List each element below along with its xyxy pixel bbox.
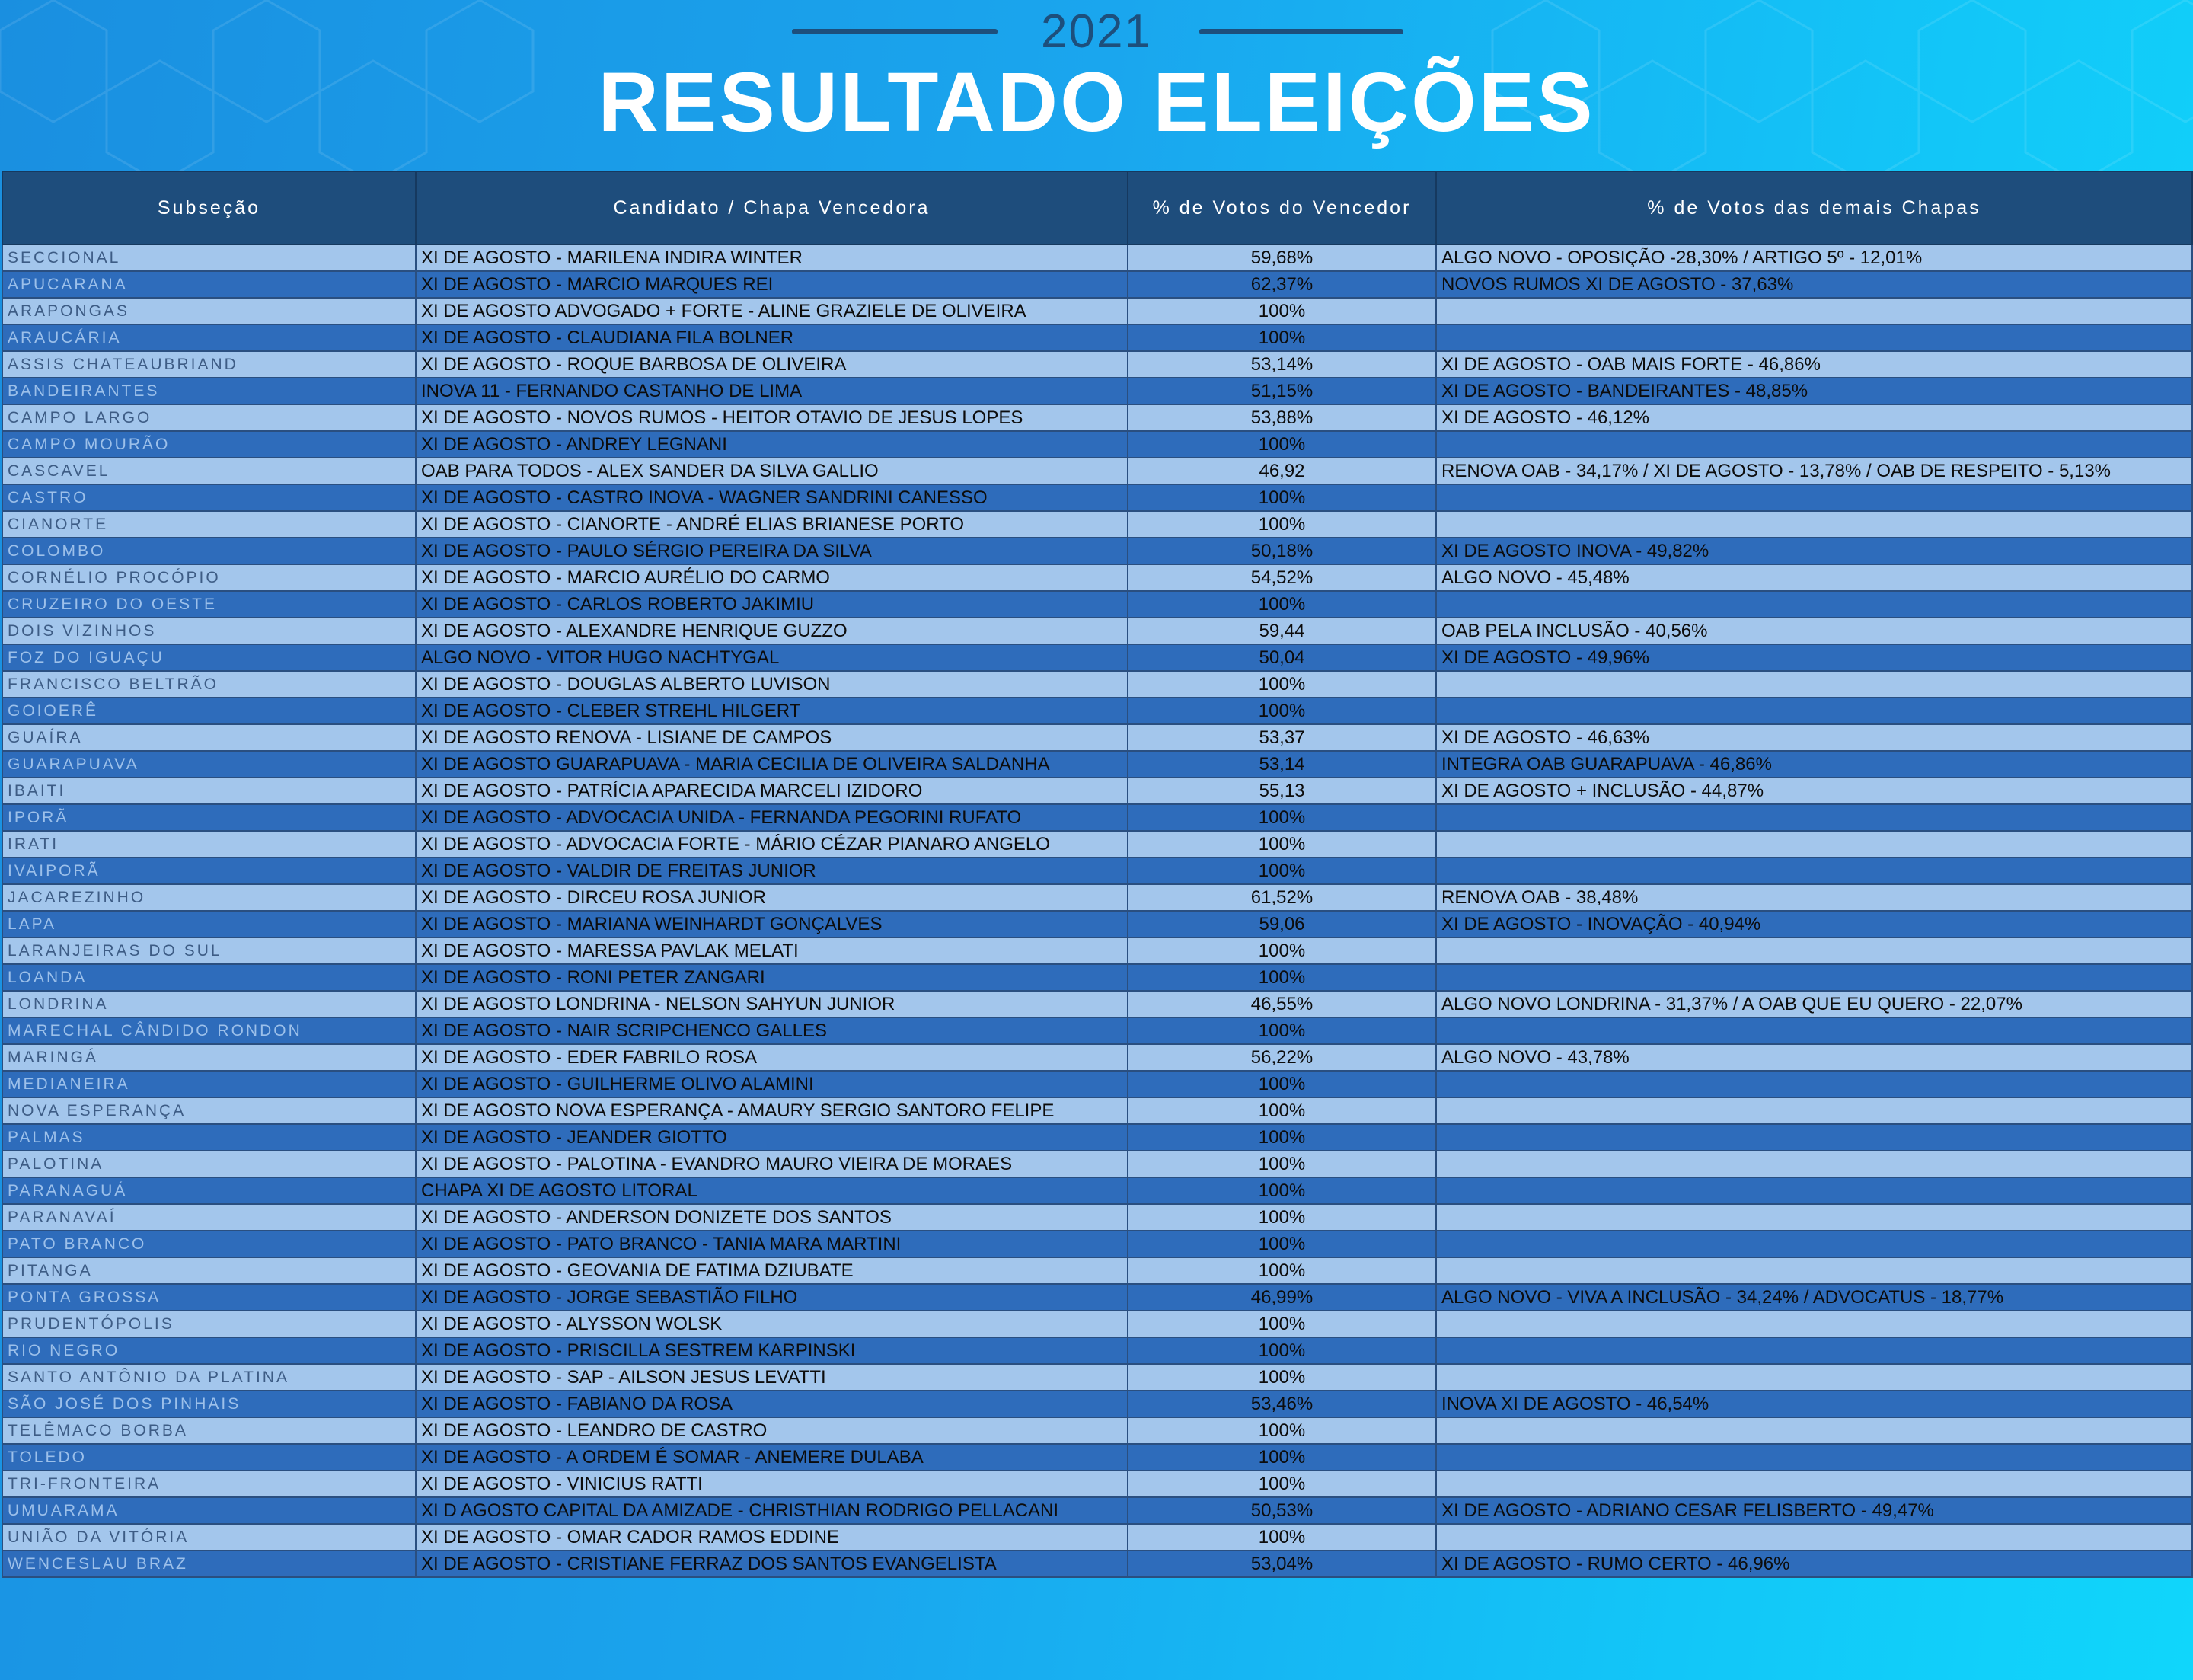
candidato-cell: XI DE AGOSTO - A ORDEM É SOMAR - ANEMERE DULABA [416, 1444, 1128, 1471]
votos-demais-cell: XI DE AGOSTO - INOVAÇÃO - 40,94% [1436, 911, 2192, 937]
votos-demais-cell: INOVA XI DE AGOSTO - 46,54% [1436, 1391, 2192, 1417]
votos-vencedor-cell: 100% [1128, 298, 1436, 324]
votos-demais-cell [1436, 804, 2192, 831]
table-row [2, 1124, 2192, 1151]
table-row [2, 724, 2192, 751]
candidato-cell: XI DE AGOSTO - OMAR CADOR RAMOS EDDINE [416, 1524, 1128, 1551]
candidato-cell: XI DE AGOSTO - LEANDRO DE CASTRO [416, 1417, 1128, 1444]
candidato-cell: XI DE AGOSTO - NAIR SCRIPCHENCO GALLES [416, 1017, 1128, 1044]
votos-demais-cell [1436, 1017, 2192, 1044]
subsecao-cell: MARINGÁ [2, 1044, 416, 1071]
votos-demais-cell [1436, 1417, 2192, 1444]
table-row [2, 351, 2192, 378]
candidato-cell: XI DE AGOSTO - VINICIUS RATTI [416, 1471, 1128, 1497]
votos-vencedor-cell: 62,37% [1128, 271, 1436, 298]
subsecao-cell: CAMPO LARGO [2, 404, 416, 431]
page-title: RESULTADO ELEIÇÕES [598, 56, 1595, 149]
votos-demais-cell [1436, 1071, 2192, 1097]
votos-vencedor-cell: 100% [1128, 1524, 1436, 1551]
votos-demais-cell: ALGO NOVO - 45,48% [1436, 564, 2192, 591]
table-row [2, 1551, 2192, 1577]
votos-vencedor-cell: 100% [1128, 964, 1436, 991]
subsecao-cell: UNIÃO DA VITÓRIA [2, 1524, 416, 1551]
candidato-cell: ALGO NOVO - VITOR HUGO NACHTYGAL [416, 644, 1128, 671]
votos-vencedor-cell: 54,52% [1128, 564, 1436, 591]
votos-vencedor-cell: 100% [1128, 591, 1436, 618]
table-row [2, 1417, 2192, 1444]
votos-demais-cell [1436, 858, 2192, 884]
candidato-cell: XI DE AGOSTO GUARAPUAVA - MARIA CECILIA DE OLIVEIRA SALDANHA [416, 751, 1128, 778]
subsecao-cell: TRI-FRONTEIRA [2, 1471, 416, 1497]
votos-vencedor-cell: 53,37 [1128, 724, 1436, 751]
table-row [2, 1364, 2192, 1391]
votos-demais-cell [1436, 431, 2192, 458]
candidato-cell: XI DE AGOSTO - VALDIR DE FREITAS JUNIOR [416, 858, 1128, 884]
table-row [2, 991, 2192, 1017]
votos-demais-cell [1436, 698, 2192, 724]
candidato-cell: OAB PARA TODOS - ALEX SANDER DA SILVA GALLIO [416, 458, 1128, 484]
votos-vencedor-cell: 100% [1128, 1364, 1436, 1391]
votos-demais-cell: XI DE AGOSTO - 46,12% [1436, 404, 2192, 431]
table-row [2, 804, 2192, 831]
votos-demais-cell [1436, 1151, 2192, 1177]
year-label: 2021 [1041, 5, 1152, 58]
subsecao-cell: CRUZEIRO DO OESTE [2, 591, 416, 618]
table-row [2, 324, 2192, 351]
subsecao-cell: LARANJEIRAS DO SUL [2, 937, 416, 964]
subsecao-cell: TOLEDO [2, 1444, 416, 1471]
column-header-votos-vencedor: % de Votos do Vencedor [1128, 171, 1436, 244]
subsecao-cell: LAPA [2, 911, 416, 937]
votos-demais-cell: ALGO NOVO - 43,78% [1436, 1044, 2192, 1071]
votos-demais-cell [1436, 1337, 2192, 1364]
subsecao-cell: CASCAVEL [2, 458, 416, 484]
votos-demais-cell: XI DE AGOSTO - 46,63% [1436, 724, 2192, 751]
candidato-cell: XI DE AGOSTO - ALEXANDRE HENRIQUE GUZZO [416, 618, 1128, 644]
votos-vencedor-cell: 100% [1128, 858, 1436, 884]
subsecao-cell: DOIS VIZINHOS [2, 618, 416, 644]
candidato-cell: XI DE AGOSTO - SAP - AILSON JESUS LEVATTI [416, 1364, 1128, 1391]
votos-vencedor-cell: 55,13 [1128, 778, 1436, 804]
candidato-cell: XI DE AGOSTO - CASTRO INOVA - WAGNER SANDRINI CANESSO [416, 484, 1128, 511]
votos-vencedor-cell: 100% [1128, 1257, 1436, 1284]
candidato-cell: XI DE AGOSTO - NOVOS RUMOS - HEITOR OTAVIO DE JESUS LOPES [416, 404, 1128, 431]
candidato-cell: XI DE AGOSTO - JEANDER GIOTTO [416, 1124, 1128, 1151]
subsecao-cell: SÃO JOSÉ DOS PINHAIS [2, 1391, 416, 1417]
subsecao-cell: PATO BRANCO [2, 1231, 416, 1257]
votos-vencedor-cell: 53,14 [1128, 751, 1436, 778]
table-row [2, 1231, 2192, 1257]
subsecao-cell: APUCARANA [2, 271, 416, 298]
candidato-cell: XI DE AGOSTO ADVOGADO + FORTE - ALINE GRAZIELE DE OLIVEIRA [416, 298, 1128, 324]
table-row [2, 858, 2192, 884]
votos-demais-cell: RENOVA OAB - 34,17% / XI DE AGOSTO - 13,78% / OAB DE RESPEITO - 5,13% [1436, 458, 2192, 484]
votos-vencedor-cell: 100% [1128, 484, 1436, 511]
table-row [2, 564, 2192, 591]
subsecao-cell: WENCESLAU BRAZ [2, 1551, 416, 1577]
candidato-cell: XI DE AGOSTO - ANDREY LEGNANI [416, 431, 1128, 458]
subsecao-cell: IBAITI [2, 778, 416, 804]
candidato-cell: XI DE AGOSTO - ADVOCACIA FORTE - MÁRIO CÉZAR PIANARO ANGELO [416, 831, 1128, 858]
candidato-cell: XI DE AGOSTO - PAULO SÉRGIO PEREIRA DA SILVA [416, 538, 1128, 564]
votos-demais-cell: NOVOS RUMOS XI DE AGOSTO - 37,63% [1436, 271, 2192, 298]
subsecao-cell: TELÊMACO BORBA [2, 1417, 416, 1444]
votos-vencedor-cell: 53,04% [1128, 1551, 1436, 1577]
table-row [2, 1097, 2192, 1124]
votos-demais-cell [1436, 484, 2192, 511]
votos-vencedor-cell: 100% [1128, 1071, 1436, 1097]
table-row [2, 1257, 2192, 1284]
table-row [2, 1151, 2192, 1177]
subsecao-cell: PARANAVAÍ [2, 1204, 416, 1231]
table-row [2, 511, 2192, 538]
votos-vencedor-cell: 100% [1128, 1471, 1436, 1497]
votos-vencedor-cell: 100% [1128, 671, 1436, 698]
table-row [2, 1444, 2192, 1471]
table-row [2, 1017, 2192, 1044]
table-row [2, 1044, 2192, 1071]
column-header-votos-demais: % de Votos das demais Chapas [1436, 171, 2192, 244]
votos-vencedor-cell: 100% [1128, 1204, 1436, 1231]
subsecao-cell: ARAPONGAS [2, 298, 416, 324]
subsecao-cell: ARAUCÁRIA [2, 324, 416, 351]
votos-vencedor-cell: 53,46% [1128, 1391, 1436, 1417]
candidato-cell: XI DE AGOSTO - ADVOCACIA UNIDA - FERNANDA PEGORINI RUFATO [416, 804, 1128, 831]
votos-demais-cell: XI DE AGOSTO + INCLUSÃO - 44,87% [1436, 778, 2192, 804]
table-row [2, 778, 2192, 804]
votos-vencedor-cell: 56,22% [1128, 1044, 1436, 1071]
votos-vencedor-cell: 51,15% [1128, 378, 1436, 404]
subsecao-cell: UMUARAMA [2, 1497, 416, 1524]
header [0, 0, 2193, 169]
results-table-container [2, 171, 2191, 1578]
subsecao-cell: PARANAGUÁ [2, 1177, 416, 1204]
votos-demais-cell [1436, 1124, 2192, 1151]
table-row [2, 1204, 2192, 1231]
subsecao-cell: SECCIONAL [2, 244, 416, 271]
votos-demais-cell [1436, 1364, 2192, 1391]
votos-vencedor-cell: 46,99% [1128, 1284, 1436, 1311]
votos-vencedor-cell: 100% [1128, 1417, 1436, 1444]
table-header-row [2, 171, 2192, 244]
column-header-subsecao: Subseção [2, 171, 416, 244]
column-header-candidato: Candidato / Chapa Vencedora [416, 171, 1128, 244]
votos-demais-cell: XI DE AGOSTO - ADRIANO CESAR FELISBERTO - 49,47% [1436, 1497, 2192, 1524]
votos-demais-cell: RENOVA OAB - 38,48% [1436, 884, 2192, 911]
votos-vencedor-cell: 46,92 [1128, 458, 1436, 484]
votos-demais-cell [1436, 1204, 2192, 1231]
votos-vencedor-cell: 50,18% [1128, 538, 1436, 564]
votos-vencedor-cell: 100% [1128, 431, 1436, 458]
votos-demais-cell [1436, 1311, 2192, 1337]
subsecao-cell: LONDRINA [2, 991, 416, 1017]
votos-vencedor-cell: 100% [1128, 937, 1436, 964]
subsecao-cell: FOZ DO IGUAÇU [2, 644, 416, 671]
table-row [2, 271, 2192, 298]
candidato-cell: XI DE AGOSTO - MARIANA WEINHARDT GONÇALVES [416, 911, 1128, 937]
votos-vencedor-cell: 100% [1128, 1151, 1436, 1177]
votos-vencedor-cell: 59,44 [1128, 618, 1436, 644]
candidato-cell: XI DE AGOSTO - CARLOS ROBERTO JAKIMIU [416, 591, 1128, 618]
subsecao-cell: GOIOERÊ [2, 698, 416, 724]
votos-demais-cell [1436, 591, 2192, 618]
votos-demais-cell: OAB PELA INCLUSÃO - 40,56% [1436, 618, 2192, 644]
subsecao-cell: CIANORTE [2, 511, 416, 538]
votos-vencedor-cell: 100% [1128, 1124, 1436, 1151]
votos-vencedor-cell: 59,06 [1128, 911, 1436, 937]
table-row [2, 484, 2192, 511]
subsecao-cell: PALOTINA [2, 1151, 416, 1177]
subsecao-cell: COLOMBO [2, 538, 416, 564]
table-row [2, 1311, 2192, 1337]
votos-demais-cell [1436, 511, 2192, 538]
candidato-cell: XI DE AGOSTO RENOVA - LISIANE DE CAMPOS [416, 724, 1128, 751]
votos-vencedor-cell: 59,68% [1128, 244, 1436, 271]
votos-vencedor-cell: 100% [1128, 1177, 1436, 1204]
candidato-cell: XI DE AGOSTO - DIRCEU ROSA JUNIOR [416, 884, 1128, 911]
table-row [2, 458, 2192, 484]
table-row [2, 1177, 2192, 1204]
votos-demais-cell: XI DE AGOSTO - 49,96% [1436, 644, 2192, 671]
subsecao-cell: CASTRO [2, 484, 416, 511]
subsecao-cell: PONTA GROSSA [2, 1284, 416, 1311]
votos-vencedor-cell: 53,14% [1128, 351, 1436, 378]
votos-demais-cell: ALGO NOVO - VIVA A INCLUSÃO - 34,24% / ADVOCATUS - 18,77% [1436, 1284, 2192, 1311]
table-row [2, 911, 2192, 937]
votos-vencedor-cell: 100% [1128, 1311, 1436, 1337]
votos-vencedor-cell: 100% [1128, 324, 1436, 351]
votos-vencedor-cell: 50,53% [1128, 1497, 1436, 1524]
votos-demais-cell [1436, 1257, 2192, 1284]
candidato-cell: XI DE AGOSTO - MARILENA INDIRA WINTER [416, 244, 1128, 271]
table-row [2, 831, 2192, 858]
candidato-cell: XI DE AGOSTO NOVA ESPERANÇA - AMAURY SERGIO SANTORO FELIPE [416, 1097, 1128, 1124]
votos-demais-cell [1436, 1231, 2192, 1257]
subsecao-cell: ASSIS CHATEAUBRIAND [2, 351, 416, 378]
votos-demais-cell: INTEGRA OAB GUARAPUAVA - 46,86% [1436, 751, 2192, 778]
votos-demais-cell [1436, 964, 2192, 991]
votos-demais-cell: ALGO NOVO LONDRINA - 31,37% / A OAB QUE EU QUERO - 22,07% [1436, 991, 2192, 1017]
candidato-cell: XI DE AGOSTO - CRISTIANE FERRAZ DOS SANTOS EVANGELISTA [416, 1551, 1128, 1577]
votos-vencedor-cell: 100% [1128, 831, 1436, 858]
candidato-cell: XI DE AGOSTO - GEOVANIA DE FATIMA DZIUBATE [416, 1257, 1128, 1284]
subsecao-cell: GUAÍRA [2, 724, 416, 751]
subsecao-cell: MARECHAL CÂNDIDO RONDON [2, 1017, 416, 1044]
votos-vencedor-cell: 46,55% [1128, 991, 1436, 1017]
year-right-line [1199, 29, 1403, 34]
candidato-cell: XI DE AGOSTO - ALYSSON WOLSK [416, 1311, 1128, 1337]
votos-demais-cell [1436, 1471, 2192, 1497]
table-row [2, 538, 2192, 564]
votos-demais-cell [1436, 298, 2192, 324]
table-row [2, 591, 2192, 618]
candidato-cell: XI DE AGOSTO - EDER FABRILO ROSA [416, 1044, 1128, 1071]
candidato-cell: XI DE AGOSTO - ROQUE BARBOSA DE OLIVEIRA [416, 351, 1128, 378]
table-row [2, 378, 2192, 404]
candidato-cell: XI DE AGOSTO - PRISCILLA SESTREM KARPINSKI [416, 1337, 1128, 1364]
votos-demais-cell [1436, 1177, 2192, 1204]
subsecao-cell: PALMAS [2, 1124, 416, 1151]
votos-demais-cell [1436, 937, 2192, 964]
subsecao-cell: SANTO ANTÔNIO DA PLATINA [2, 1364, 416, 1391]
candidato-cell: XI DE AGOSTO LONDRINA - NELSON SAHYUN JUNIOR [416, 991, 1128, 1017]
votos-demais-cell: XI DE AGOSTO - OAB MAIS FORTE - 46,86% [1436, 351, 2192, 378]
table-row [2, 618, 2192, 644]
candidato-cell: XI DE AGOSTO - DOUGLAS ALBERTO LUVISON [416, 671, 1128, 698]
table-row [2, 644, 2192, 671]
candidato-cell: INOVA 11 - FERNANDO CASTANHO DE LIMA [416, 378, 1128, 404]
candidato-cell: XI DE AGOSTO - MARCIO AURÉLIO DO CARMO [416, 564, 1128, 591]
candidato-cell: XI DE AGOSTO - CLEBER STREHL HILGERT [416, 698, 1128, 724]
candidato-cell: CHAPA XI DE AGOSTO LITORAL [416, 1177, 1128, 1204]
votos-demais-cell [1436, 1097, 2192, 1124]
results-table [2, 171, 2193, 1578]
votos-vencedor-cell: 100% [1128, 1231, 1436, 1257]
votos-vencedor-cell: 61,52% [1128, 884, 1436, 911]
table-row [2, 937, 2192, 964]
candidato-cell: XI DE AGOSTO - PATRÍCIA APARECIDA MARCELI IZIDORO [416, 778, 1128, 804]
table-row [2, 1471, 2192, 1497]
subsecao-cell: PITANGA [2, 1257, 416, 1284]
table-row [2, 1524, 2192, 1551]
candidato-cell: XI DE AGOSTO - RONI PETER ZANGARI [416, 964, 1128, 991]
candidato-cell: XI DE AGOSTO - PALOTINA - EVANDRO MAURO VIEIRA DE MORAES [416, 1151, 1128, 1177]
table-row [2, 671, 2192, 698]
table-row [2, 1071, 2192, 1097]
candidato-cell: XI DE AGOSTO - FABIANO DA ROSA [416, 1391, 1128, 1417]
table-row [2, 1497, 2192, 1524]
candidato-cell: XI D AGOSTO CAPITAL DA AMIZADE - CHRISTHIAN RODRIGO PELLACANI [416, 1497, 1128, 1524]
candidato-cell: XI DE AGOSTO - PATO BRANCO - TANIA MARA MARTINI [416, 1231, 1128, 1257]
candidato-cell: XI DE AGOSTO - ANDERSON DONIZETE DOS SANTOS [416, 1204, 1128, 1231]
candidato-cell: XI DE AGOSTO - GUILHERME OLIVO ALAMINI [416, 1071, 1128, 1097]
table-row [2, 964, 2192, 991]
candidato-cell: XI DE AGOSTO - MARESSA PAVLAK MELATI [416, 937, 1128, 964]
votos-demais-cell: XI DE AGOSTO INOVA - 49,82% [1436, 538, 2192, 564]
table-row [2, 751, 2192, 778]
votos-demais-cell [1436, 671, 2192, 698]
table-row [2, 698, 2192, 724]
votos-vencedor-cell: 100% [1128, 1017, 1436, 1044]
subsecao-cell: BANDEIRANTES [2, 378, 416, 404]
subsecao-cell: LOANDA [2, 964, 416, 991]
votos-demais-cell [1436, 1444, 2192, 1471]
table-row [2, 404, 2192, 431]
subsecao-cell: PRUDENTÓPOLIS [2, 1311, 416, 1337]
table-body [2, 244, 2192, 1577]
table-row [2, 431, 2192, 458]
candidato-cell: XI DE AGOSTO - MARCIO MARQUES REI [416, 271, 1128, 298]
candidato-cell: XI DE AGOSTO - CLAUDIANA FILA BOLNER [416, 324, 1128, 351]
candidato-cell: XI DE AGOSTO - CIANORTE - ANDRÉ ELIAS BRIANESE PORTO [416, 511, 1128, 538]
table-row [2, 1284, 2192, 1311]
year-left-line [792, 29, 998, 34]
subsecao-cell: IPORÃ [2, 804, 416, 831]
table-row [2, 298, 2192, 324]
subsecao-cell: IVAIPORÃ [2, 858, 416, 884]
subsecao-cell: IRATI [2, 831, 416, 858]
subsecao-cell: RIO NEGRO [2, 1337, 416, 1364]
table-row [2, 1337, 2192, 1364]
votos-vencedor-cell: 100% [1128, 804, 1436, 831]
votos-demais-cell [1436, 1524, 2192, 1551]
subsecao-cell: CAMPO MOURÃO [2, 431, 416, 458]
votos-vencedor-cell: 100% [1128, 1444, 1436, 1471]
subsecao-cell: MEDIANEIRA [2, 1071, 416, 1097]
votos-demais-cell: XI DE AGOSTO - RUMO CERTO - 46,96% [1436, 1551, 2192, 1577]
votos-vencedor-cell: 50,04 [1128, 644, 1436, 671]
votos-demais-cell: ALGO NOVO - OPOSIÇÃO -28,30% / ARTIGO 5º - 12,01% [1436, 244, 2192, 271]
subsecao-cell: JACAREZINHO [2, 884, 416, 911]
table-row [2, 244, 2192, 271]
subsecao-cell: CORNÉLIO PROCÓPIO [2, 564, 416, 591]
votos-vencedor-cell: 53,88% [1128, 404, 1436, 431]
votos-vencedor-cell: 100% [1128, 698, 1436, 724]
votos-demais-cell [1436, 831, 2192, 858]
votos-demais-cell: XI DE AGOSTO - BANDEIRANTES - 48,85% [1436, 378, 2192, 404]
votos-demais-cell [1436, 324, 2192, 351]
subsecao-cell: FRANCISCO BELTRÃO [2, 671, 416, 698]
subsecao-cell: GUARAPUAVA [2, 751, 416, 778]
votos-vencedor-cell: 100% [1128, 1337, 1436, 1364]
votos-vencedor-cell: 100% [1128, 511, 1436, 538]
subsecao-cell: NOVA ESPERANÇA [2, 1097, 416, 1124]
votos-vencedor-cell: 100% [1128, 1097, 1436, 1124]
table-row [2, 884, 2192, 911]
candidato-cell: XI DE AGOSTO - JORGE SEBASTIÃO FILHO [416, 1284, 1128, 1311]
table-row [2, 1391, 2192, 1417]
